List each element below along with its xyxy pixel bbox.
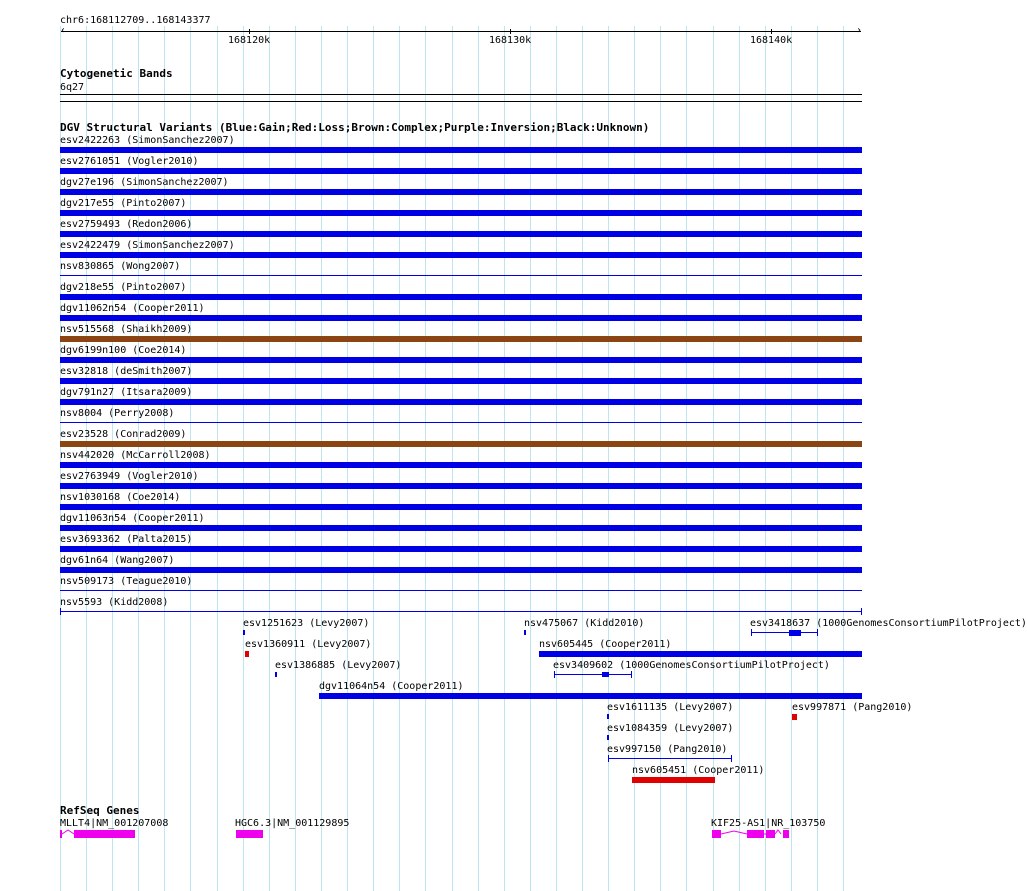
- variant-label: esv2422479 (SimonSanchez2007): [60, 240, 235, 251]
- grid-line: [556, 26, 557, 891]
- dgv-track-title[interactable]: DGV Structural Variants (Blue:Gain;Red:Loss;Brown:Complex;Purple:Inversion;Black:Unknown): [60, 121, 650, 134]
- ruler-tick-label: 168130k: [489, 35, 532, 46]
- grid-line: [504, 26, 505, 891]
- variant-feature[interactable]: [751, 632, 818, 633]
- variant-label: dgv61n64 (Wang2007): [60, 555, 175, 566]
- variant-feature[interactable]: [632, 777, 715, 783]
- variant-feature[interactable]: [60, 189, 862, 195]
- variant-block: [602, 672, 609, 677]
- ruler-tick: [510, 29, 511, 34]
- variant-feature[interactable]: [245, 651, 249, 657]
- variant-label: nsv8004 (Perry2008): [60, 408, 175, 419]
- gene-model-mllt4[interactable]: [60, 828, 140, 840]
- variant-label: nsv5593 (Kidd2008): [60, 597, 169, 608]
- variant-label: dgv11064n54 (Cooper2011): [319, 681, 464, 692]
- variant-feature[interactable]: [60, 168, 862, 174]
- variant-feature[interactable]: [792, 714, 797, 720]
- ruler-tick: [249, 29, 250, 34]
- variant-label: esv2763949 (Vogler2010): [60, 471, 199, 482]
- cyto-band-bottom-line: [60, 101, 862, 102]
- variant-end: [631, 671, 632, 678]
- gene-label: HGC6.3|NM_001129895: [235, 818, 350, 829]
- variant-label: esv1360911 (Levy2007): [245, 639, 372, 650]
- grid-line: [660, 26, 661, 891]
- variant-feature[interactable]: [60, 422, 862, 423]
- refseq-track-title[interactable]: RefSeq Genes: [60, 804, 140, 817]
- grid-line: [843, 26, 844, 891]
- variant-label: esv2759493 (Redon2006): [60, 219, 193, 230]
- variant-feature[interactable]: [60, 252, 862, 258]
- variant-label: dgv218e55 (Pinto2007): [60, 282, 187, 293]
- variant-label: nsv442020 (McCarroll2008): [60, 450, 211, 461]
- variant-label: nsv605445 (Cooper2011): [539, 639, 672, 650]
- variant-label: nsv509173 (Teague2010): [60, 576, 193, 587]
- grid-line: [295, 26, 296, 891]
- variant-feature[interactable]: [60, 546, 862, 552]
- variant-feature[interactable]: [60, 611, 862, 612]
- ruler-left-arrow-icon: ‹: [60, 25, 67, 36]
- grid-line: [243, 26, 244, 891]
- variant-feature[interactable]: [60, 590, 862, 591]
- variant-feature[interactable]: [554, 674, 632, 675]
- variant-end: [861, 608, 862, 615]
- grid-line: [217, 26, 218, 891]
- cyto-band-label: 6q27: [60, 82, 85, 93]
- grid-line: [269, 26, 270, 891]
- variant-feature[interactable]: [608, 758, 732, 759]
- variant-label: esv3409602 (1000GenomesConsortiumPilotProject): [553, 660, 830, 671]
- grid-line: [373, 26, 374, 891]
- ruler-location: chr6:168112709..168143377: [60, 15, 211, 26]
- variant-feature[interactable]: [243, 630, 245, 635]
- grid-line: [791, 26, 792, 891]
- variant-end: [554, 671, 555, 678]
- variant-feature[interactable]: [60, 147, 862, 153]
- variant-feature[interactable]: [607, 735, 609, 740]
- variant-feature[interactable]: [60, 567, 862, 573]
- grid-line: [399, 26, 400, 891]
- ruler-axis: [61, 31, 861, 32]
- variant-label: nsv830865 (Wong2007): [60, 261, 181, 272]
- grid-line: [425, 26, 426, 891]
- variant-feature[interactable]: [524, 630, 526, 635]
- variant-feature[interactable]: [539, 651, 862, 657]
- variant-label: nsv515568 (Shaikh2009): [60, 324, 193, 335]
- variant-label: dgv11063n54 (Cooper2011): [60, 513, 205, 524]
- grid-line: [582, 26, 583, 891]
- variant-label: dgv27e196 (SimonSanchez2007): [60, 177, 229, 188]
- variant-label: esv997150 (Pang2010): [607, 744, 728, 755]
- variant-feature[interactable]: [60, 441, 862, 447]
- variant-label: esv23528 (Conrad2009): [60, 429, 187, 440]
- variant-end: [731, 755, 732, 762]
- variant-feature[interactable]: [60, 294, 862, 300]
- ruler-tick-label: 168120k: [228, 35, 271, 46]
- grid-line: [347, 26, 348, 891]
- variant-feature[interactable]: [60, 399, 862, 405]
- variant-label: esv1084359 (Levy2007): [607, 723, 734, 734]
- grid-line: [321, 26, 322, 891]
- variant-feature[interactable]: [275, 672, 277, 677]
- gene-model-hgc6[interactable]: [235, 828, 265, 840]
- grid-line: [713, 26, 714, 891]
- grid-line: [478, 26, 479, 891]
- grid-line: [686, 26, 687, 891]
- gene-label: KIF25-AS1|NR_103750: [711, 818, 826, 829]
- variant-feature[interactable]: [60, 462, 862, 468]
- grid-line: [739, 26, 740, 891]
- variant-label: esv2422263 (SimonSanchez2007): [60, 135, 235, 146]
- grid-line: [452, 26, 453, 891]
- gene-label: MLLT4|NM_001207008: [60, 818, 169, 829]
- variant-end: [751, 629, 752, 636]
- variant-label: esv997871 (Pang2010): [792, 702, 913, 713]
- grid-line: [817, 26, 818, 891]
- grid-line: [530, 26, 531, 891]
- variant-label: nsv605451 (Cooper2011): [632, 765, 765, 776]
- gene-model-kif25-as1[interactable]: [711, 828, 793, 840]
- variant-block: [789, 630, 801, 636]
- variant-label: dgv217e55 (Pinto2007): [60, 198, 187, 209]
- variant-feature[interactable]: [60, 210, 862, 216]
- variant-feature[interactable]: [60, 504, 862, 510]
- variant-label: nsv475067 (Kidd2010): [524, 618, 645, 629]
- variant-feature[interactable]: [60, 275, 862, 276]
- variant-feature[interactable]: [319, 693, 862, 699]
- grid-line: [765, 26, 766, 891]
- ruler-right-arrow-icon: ›: [856, 25, 863, 36]
- variant-label: esv1251623 (Levy2007): [243, 618, 370, 629]
- variant-feature[interactable]: [60, 231, 862, 237]
- variant-feature[interactable]: [60, 315, 862, 321]
- variant-label: dgv11062n54 (Cooper2011): [60, 303, 205, 314]
- variant-feature[interactable]: [60, 357, 862, 363]
- variant-end: [60, 608, 61, 615]
- variant-label: nsv1030168 (Coe2014): [60, 492, 181, 503]
- variant-feature[interactable]: [60, 525, 862, 531]
- ruler-tick: [771, 29, 772, 34]
- variant-label: dgv6199n100 (Coe2014): [60, 345, 187, 356]
- variant-label: dgv791n27 (Itsara2009): [60, 387, 193, 398]
- variant-feature[interactable]: [60, 483, 862, 489]
- variant-label: esv1611135 (Levy2007): [607, 702, 734, 713]
- variant-label: esv32818 (deSmith2007): [60, 366, 193, 377]
- variant-feature[interactable]: [60, 378, 862, 384]
- variant-label: esv3693362 (Palta2015): [60, 534, 193, 545]
- variant-end: [817, 629, 818, 636]
- variant-label: esv3418637 (1000GenomesConsortiumPilotProject): [750, 618, 1027, 629]
- grid-line: [634, 26, 635, 891]
- cyto-band-top-line: [60, 94, 862, 95]
- variant-label: esv1386885 (Levy2007): [275, 660, 402, 671]
- ruler-tick-label: 168140k: [750, 35, 793, 46]
- variant-feature[interactable]: [60, 336, 862, 342]
- variant-feature[interactable]: [607, 714, 609, 719]
- variant-label: esv2761051 (Vogler2010): [60, 156, 199, 167]
- variant-end: [608, 755, 609, 762]
- cyto-track-title[interactable]: Cytogenetic Bands: [60, 67, 173, 80]
